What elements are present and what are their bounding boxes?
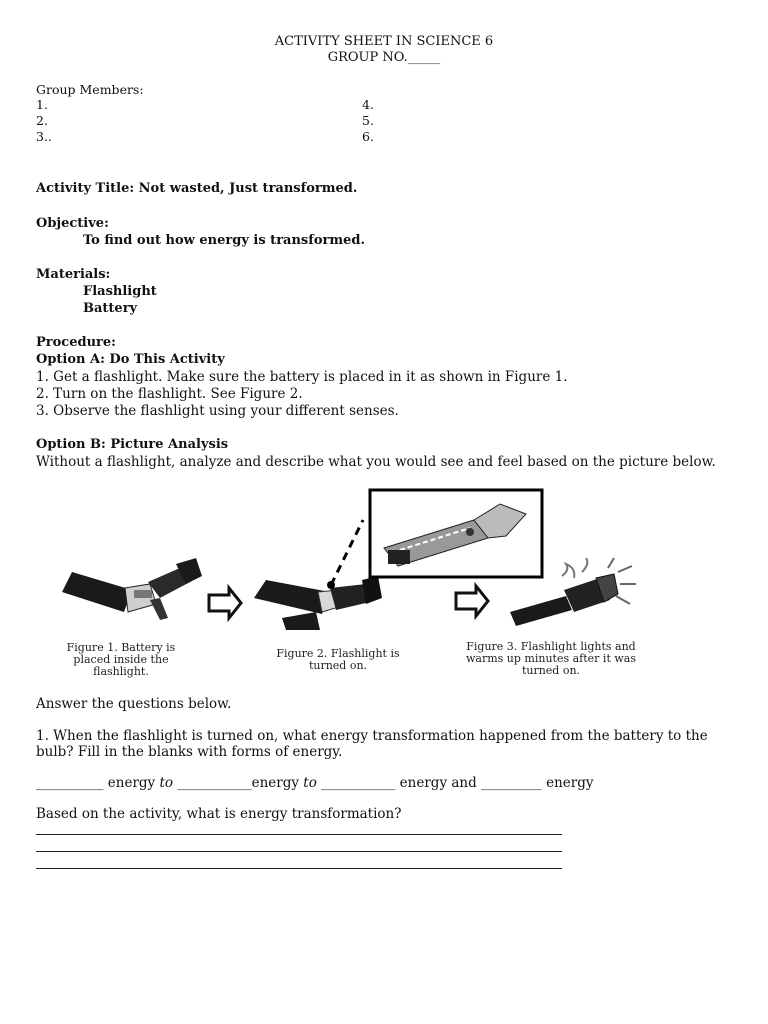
procedure-step: 3. Observe the flashlight using your different senses.: [36, 403, 399, 419]
figure-3-caption: Figure 3. Flashlight lights and warms up minutes after it was turned on.: [466, 640, 636, 677]
fill-word: energy: [251, 775, 304, 791]
arrow-icon: [209, 588, 241, 618]
flashlight-figures: [0, 480, 768, 630]
zoom-inset: [370, 490, 542, 577]
option-b-text: Without a flashlight, analyze and describe what you would see and feel based on the picture below.: [36, 454, 716, 470]
question-1-line-2: bulb? Fill in the blanks with forms of energy.: [36, 744, 343, 760]
fill-word: energy and: [395, 775, 482, 791]
objective-text: To find out how energy is transformed.: [83, 233, 365, 248]
group-number: GROUP NO._____: [327, 50, 441, 65]
figure-2-caption: Figure 2. Flashlight is turned on.: [276, 647, 400, 672]
fill-word: energy: [541, 775, 594, 791]
blank-4[interactable]: _________: [481, 775, 542, 791]
answer-line[interactable]: [36, 834, 562, 835]
answer-line[interactable]: [36, 851, 562, 852]
figure-2-illustration: [254, 520, 382, 630]
question-1-line-1: 1. When the flashlight is turned on, what energy transformation happened from the battery to the: [36, 728, 708, 744]
member-3: 3..: [36, 129, 52, 144]
objective-label: Objective:: [36, 216, 109, 231]
activity-title: Activity Title: Not wasted, Just transformed.: [36, 181, 358, 196]
fill-word: energy: [103, 775, 160, 791]
material-item: Battery: [83, 301, 138, 316]
answer-line[interactable]: [36, 868, 562, 869]
blank-3[interactable]: ___________: [316, 775, 396, 791]
blank-1[interactable]: __________: [36, 775, 104, 791]
fill-word: to: [159, 775, 174, 791]
arrow-icon: [456, 586, 488, 616]
procedure-step: 2. Turn on the flashlight. See Figure 2.: [36, 386, 303, 402]
fill-word: to: [303, 775, 317, 791]
blank-2[interactable]: ___________: [173, 775, 252, 791]
question-2: Based on the activity, what is energy transformation?: [36, 806, 402, 822]
member-1: 1.: [36, 97, 48, 112]
figure-1-illustration: [62, 558, 202, 620]
page-title: ACTIVITY SHEET IN SCIENCE 6: [274, 34, 494, 49]
member-4: 4.: [362, 97, 374, 112]
questions-intro: Answer the questions below.: [36, 696, 232, 712]
member-5: 5.: [362, 113, 374, 128]
option-b-label: Option B: Picture Analysis: [36, 437, 229, 452]
materials-label: Materials:: [36, 267, 111, 282]
material-item: Flashlight: [83, 284, 157, 299]
fill-in-blanks: [36, 775, 593, 791]
group-members-label: Group Members:: [36, 82, 144, 97]
member-2: 2.: [36, 113, 48, 128]
figure-1-caption: Figure 1. Battery is placed inside the flashlight.: [66, 641, 176, 678]
member-6: 6.: [362, 129, 374, 144]
procedure-step: 1. Get a flashlight. Make sure the battery is placed in it as shown in Figure 1.: [36, 369, 568, 385]
option-a-label: Option A: Do This Activity: [36, 352, 225, 367]
procedure-label: Procedure:: [36, 335, 116, 350]
